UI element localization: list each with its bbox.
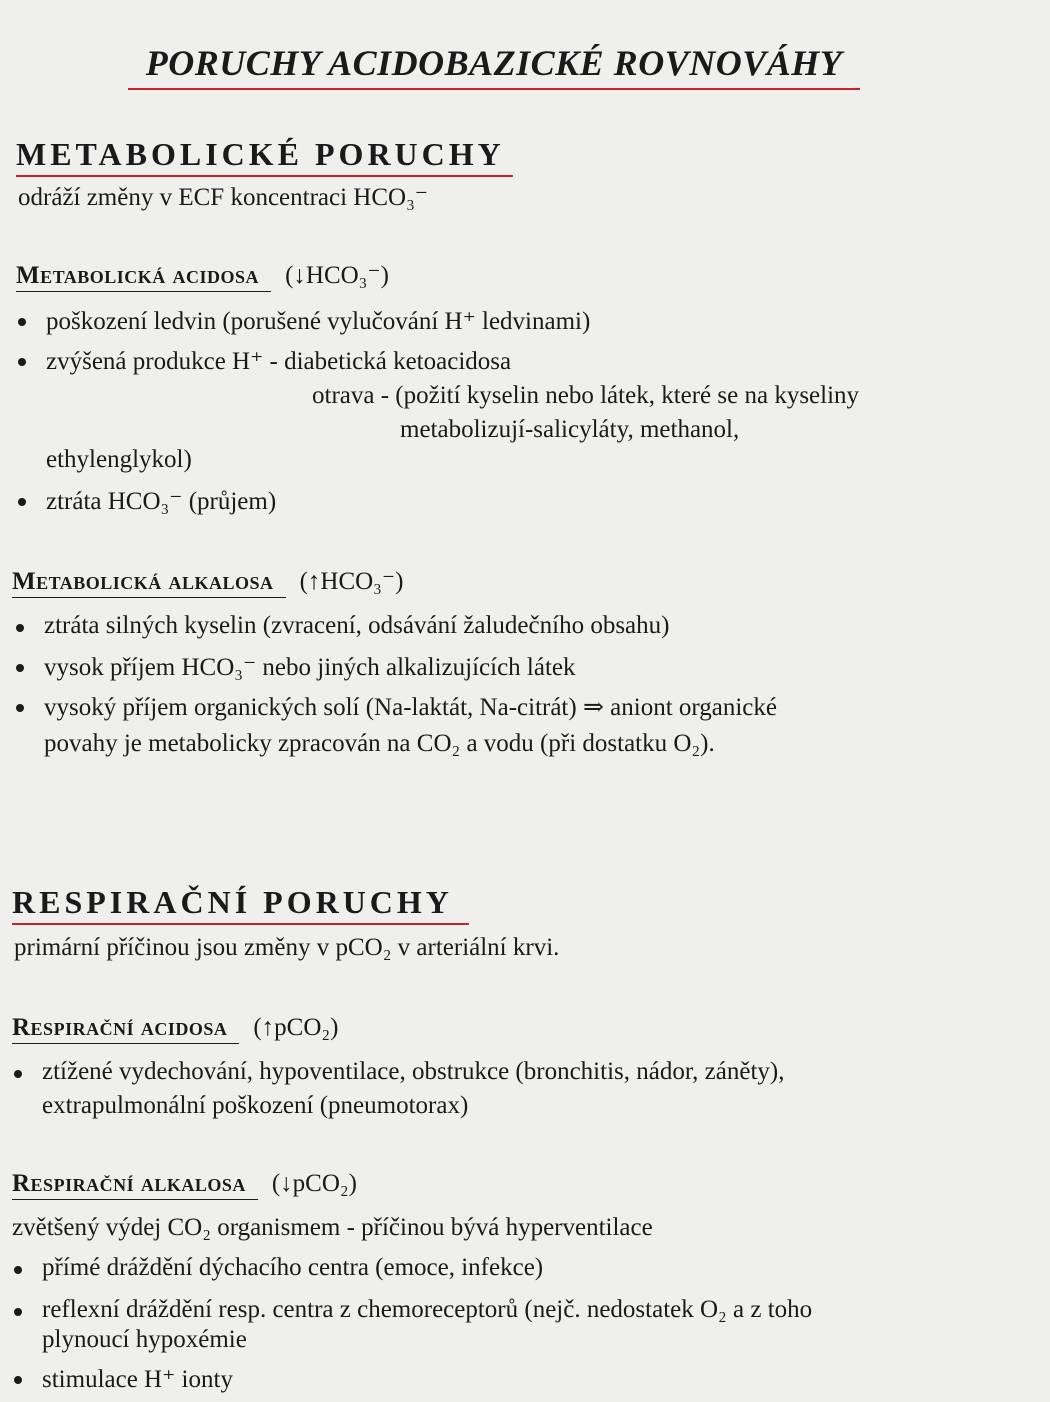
list-item: ztráta HCO₃⁻ (průjem) [46,488,277,515]
list-item-continuation: metabolizují-salicyláty, methanol, [400,416,740,443]
section-title-respiratory: RESPIRAČNÍ PORUCHY [12,884,469,925]
list-item: ztížené vydechování, hypoventilace, obstrukce (bronchitis, nádor, záněty), [42,1058,785,1085]
list-item: stimulace H⁺ ionty [42,1366,233,1393]
section-subtitle-metabolic: odráží změny v ECF koncentraci HCO₃⁻ [18,184,428,211]
section-intro: zvětšený výdej CO₂ organismem - příčinou bývá hyperventilace [12,1214,653,1241]
list-item: vysok příjem HCO₃⁻ nebo jiných alkalizujících látek [44,654,576,681]
heading-note: (↑HCO₃⁻) [299,568,404,595]
list-item: zvýšená produkce H⁺ - diabetická ketoacidosa [46,348,512,375]
heading-label: Metabolická alkalosa [12,566,286,598]
section-subtitle-respiratory: primární příčinou jsou změny v pCO₂ v arteriální krvi. [14,934,560,961]
heading-note: (↓HCO₃⁻) [285,262,389,289]
list-item: poškození ledvin (porušené vylučování H⁺ ledvinami) [46,308,591,335]
heading-metabolic-alkalosis [12,566,403,598]
heading-label: Respirační alkalosa [12,1168,258,1200]
list-item-continuation: plynoucí hypoxémie [42,1326,247,1353]
list-item-continuation: otrava - (požití kyselin nebo látek, které se na kyseliny [312,382,860,409]
heading-label: Respirační acidosa [12,1012,239,1044]
list-item: ztráta silných kyselin (zvracení, odsávání žaludečního obsahu) [44,612,670,639]
heading-respiratory-alkalosis [12,1168,357,1200]
list-item-continuation: povahy je metabolicky zpracován na CO₂ a vodu (při dostatku O₂). [44,730,715,757]
heading-note: (↓pCO₂) [271,1170,357,1197]
list-item: vysoký příjem organických solí (Na-laktát, Na-citrát) ⇒ aniont organické [44,694,777,721]
heading-metabolic-acidosis [16,260,389,292]
heading-respiratory-acidosis [12,1012,338,1044]
list-item: reflexní dráždění resp. centra z chemoreceptorů (nejč. nedostatek O₂ a z toho [42,1296,813,1323]
heading-label: Metabolická acidosa [16,260,271,292]
list-item-continuation: extrapulmonální poškození (pneumotorax) [42,1092,469,1119]
heading-note: (↑pCO₂) [253,1014,339,1041]
list-item-continuation: ethylenglykol) [46,446,192,473]
section-title-metabolic: METABOLICKÉ PORUCHY [16,136,513,177]
page-title: PORUCHY ACIDOBAZICKÉ ROVNOVÁHY [128,42,860,90]
list-item: přímé dráždění dýchacího centra (emoce, infekce) [42,1254,544,1281]
